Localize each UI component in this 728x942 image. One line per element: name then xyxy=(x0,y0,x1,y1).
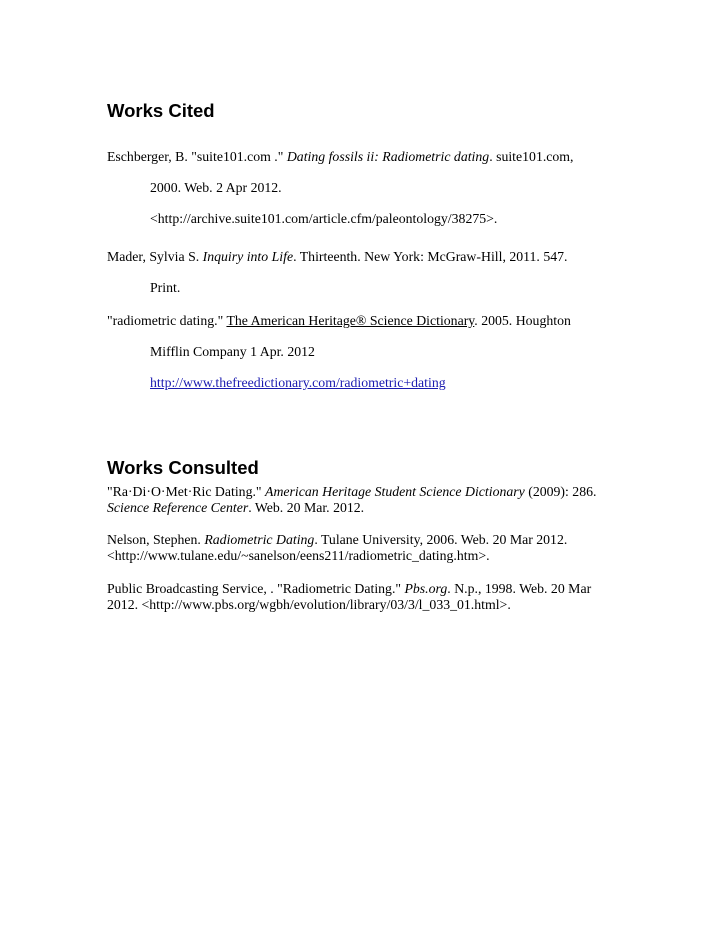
consulted-title: Radiometric Dating xyxy=(204,532,315,547)
citation-line-indent: Print. xyxy=(150,280,181,295)
citation-link[interactable]: http://www.thefreedictionary.com/radiometric+dating xyxy=(150,375,446,390)
citation-url: <http://archive.suite101.com/article.cfm/paleontology/38275>. xyxy=(150,211,498,226)
consulted-source: . N.p., 1998. Web. 20 Mar xyxy=(447,581,592,596)
consulted-line xyxy=(107,484,596,500)
citation-link-line xyxy=(150,375,446,391)
citation-source: . suite101.com, xyxy=(489,149,574,164)
citation-author: Eschberger, B. "suite101.com ." xyxy=(107,149,287,164)
citation-source: . Thirteenth. New York: McGraw-Hill, 2011. 547. xyxy=(293,249,568,264)
consulted-title: American Heritage Student Science Dictionary xyxy=(265,484,525,499)
consulted-author: Nelson, Stephen. xyxy=(107,532,205,547)
citation-title: Dating fossils ii: Radiometric dating xyxy=(286,149,490,164)
citation-line-indent: 2000. Web. 2 Apr 2012. xyxy=(150,180,282,195)
works-cited-heading: Works Cited xyxy=(107,100,215,121)
consulted-author: Public Broadcasting Service, . "Radiometric Dating." xyxy=(107,581,405,596)
consulted-url: <http://www.tulane.edu/~sanelson/eens211/radiometric_dating.htm>. xyxy=(107,548,490,563)
consulted-term: "Ra·Di·O·Met·Ric Dating." xyxy=(107,484,266,499)
consulted-title: Pbs.org xyxy=(404,581,448,596)
citation-line xyxy=(107,313,571,329)
consulted-source: . Tulane University, 2006. Web. 20 Mar 2012. xyxy=(314,532,568,547)
consulted-url: 2012. <http://www.pbs.org/wgbh/evolution/library/03/3/l_033_01.html>. xyxy=(107,597,511,612)
citation-line-indent: Mifflin Company 1 Apr. 2012 xyxy=(150,344,315,359)
citation-line xyxy=(107,149,574,165)
consulted-line xyxy=(107,500,364,516)
consulted-line xyxy=(107,532,567,548)
citation-author: Mader, Sylvia S. xyxy=(107,249,203,264)
consulted-database: Science Reference Center xyxy=(107,500,249,515)
consulted-access: . Web. 20 Mar. 2012. xyxy=(248,500,365,515)
citation-source: . 2005. Houghton xyxy=(474,313,571,328)
consulted-line xyxy=(107,581,591,597)
citation-term: "radiometric dating." xyxy=(107,313,227,328)
consulted-source: (2009): 286. xyxy=(524,484,597,499)
works-consulted-heading: Works Consulted xyxy=(107,457,259,478)
citation-line xyxy=(107,249,567,265)
citation-title: Inquiry into Life xyxy=(202,249,294,264)
citation-title: The American Heritage® Science Dictionary xyxy=(226,313,475,328)
